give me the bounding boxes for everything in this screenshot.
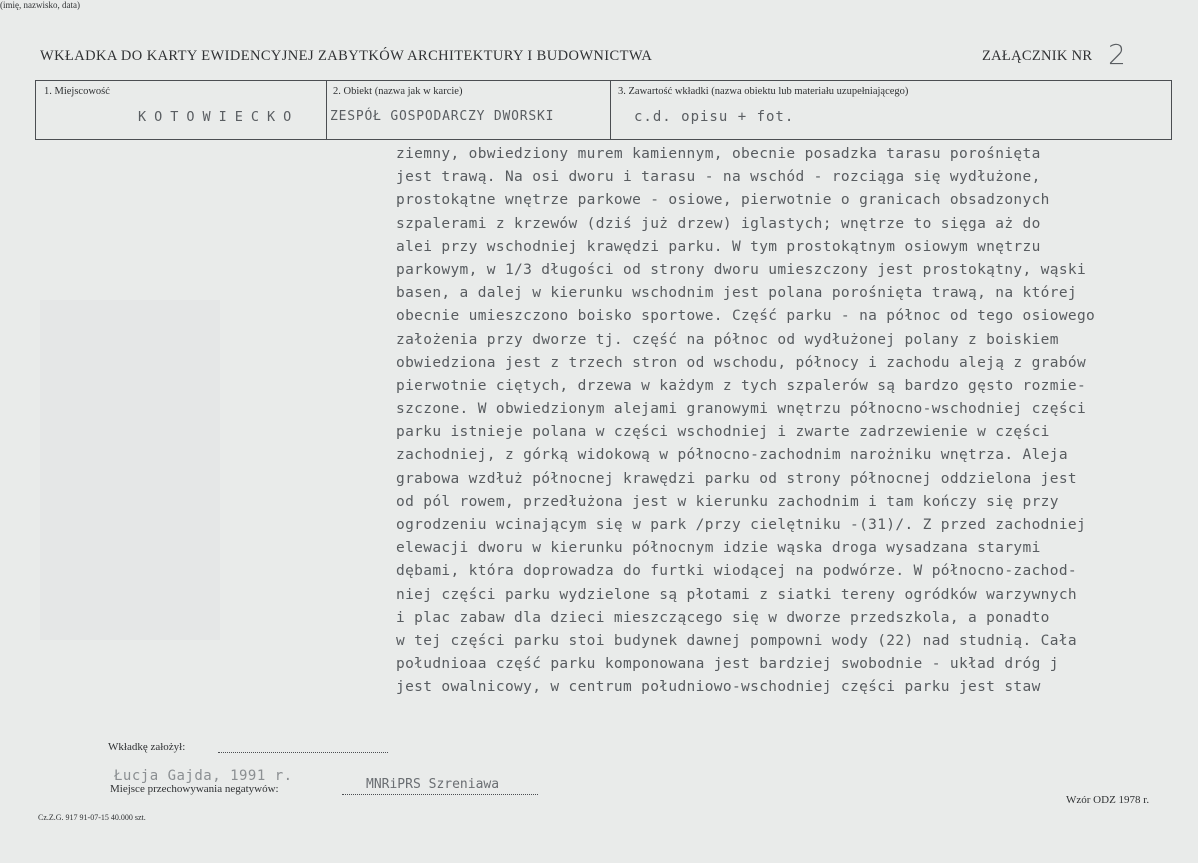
created-by-label: Wkładkę założył: xyxy=(108,741,186,753)
box-divider-2 xyxy=(610,80,611,140)
form-reference: Wzór ODZ 1978 r. xyxy=(1066,794,1150,806)
text-line: ziemny, obwiedziony murem kamiennym, obecnie posadzka tarasu porośnięta xyxy=(396,146,1041,162)
text-line: prostokątne wnętrze parkowe - osiowe, pierwotnie o granicach obsadzonych xyxy=(396,192,1050,209)
description-text xyxy=(396,143,1186,700)
form-title: WKŁADKA DO KARTY EWIDENCYJNEJ ZABYTKÓW ARCHITEKTURY I BUDOWNICTWA xyxy=(40,48,653,64)
created-by-value: Łucja Gajda, 1991 r. xyxy=(114,768,293,784)
locality-label: 1. Miejscowość xyxy=(44,86,110,97)
text-line: dębami, która doprowadza do furtki wiodącej na podwórze. W północno-zachod- xyxy=(396,563,1077,580)
text-line: założenia przy dworze tj. część na północ od wydłużonej polany z boiskiem xyxy=(396,331,1059,348)
contents-label: 3. Zawartość wkładki (nazwa obiektu lub materiału uzupełniającego) xyxy=(618,86,909,97)
attachment-label: ZAŁĄCZNIK NR xyxy=(982,48,1093,64)
text-line: w tej części parku stoi budynek dawnej pompowni wody (22) nad studnią. Cała xyxy=(396,632,1077,649)
print-code: Cz.Z.G. 917 91-07-15 40.000 szt. xyxy=(38,813,146,822)
text-line: i plac zabaw dla dzieci mieszczącego się w dworze przedszkola, a ponadto xyxy=(396,609,1050,626)
text-line: zachodniej, z górką widokową w północno-zachodnim narożniku wnętrza. Aleja xyxy=(396,447,1068,464)
text-line: południoaa część parku komponowana jest bardziej swobodnie - układ dróg j xyxy=(396,656,1059,673)
text-line: alei przy wschodniej krawędzi parku. W tym prostokątnym osiowym wnętrzu xyxy=(396,238,1041,255)
text-line: grabowa wzdłuż północnej krawędzi parku od strony północnej oddzielona jest xyxy=(396,470,1077,487)
negatives-line xyxy=(342,794,538,795)
scan-shading xyxy=(40,300,220,640)
text-line: niej części parku wydzielone są płotami z siatki tereny ogródków warzywnych xyxy=(396,586,1077,603)
text-line: od pól rowem, przedłużona jest w kierunku zachodnim i tam kończy się przy xyxy=(396,493,1059,510)
attachment-number: 2 xyxy=(1108,38,1126,71)
header-bottom-rule xyxy=(35,139,1172,140)
text-line: szczone. W obwiedzionym alejami granowymi wnętrzu północno-wschodniej części xyxy=(396,401,1087,418)
text-line: parku istnieje polana w części wschodniej i zwarte zadrzewienie w części xyxy=(396,424,1050,441)
header-top-rule xyxy=(35,80,1172,81)
negatives-value: MNRiPRS Szreniawa xyxy=(366,777,500,792)
box-left-border xyxy=(35,80,36,140)
negatives-label: Miejsce przechowywania negatywów: xyxy=(110,783,279,795)
text-line: parkowym, w 1/3 długości od strony dworu umieszczony jest prostokątny, wąski xyxy=(396,261,1087,278)
created-by-hint: (imię, nazwisko, data) xyxy=(0,0,80,10)
contents-value: c.d. opisu + fot. xyxy=(634,109,795,125)
text-line: obecnie umieszczono boisko sportowe. Część parku - na północ od tego osiowego xyxy=(396,308,1096,325)
text-line: pierwotnie ciętych, drzewa w każdym z tych szpalerów są bardzo gęsto rozmie- xyxy=(396,377,1087,394)
text-line: ogrodzeniu wcinającym się w park /przy cielętniku -(31)/. Z przed zachodniej xyxy=(396,517,1087,533)
text-line: jest trawą. Na osi dworu i tarasu - na wschód - rozciąga się wydłużone, xyxy=(396,169,1041,186)
box-right-border xyxy=(1171,80,1172,140)
text-line: jest owalnicowy, w centrum południowo-wschodniej części parku jest staw xyxy=(396,679,1041,696)
locality-value: KOTOWIECKO xyxy=(138,109,300,125)
box-divider-1 xyxy=(326,80,327,140)
text-line: basen, a dalej w kierunku wschodnim jest polana porośnięta trawą, na której xyxy=(396,285,1077,302)
text-line: obwiedziona jest z trzech stron od wschodu, północy i zachodu aleją z grabów xyxy=(396,354,1087,371)
created-by-line xyxy=(218,752,388,753)
object-value: ZESPÓŁ GOSPODARCZY DWORSKI xyxy=(330,109,555,124)
text-line: elewacji dworu w kierunku północnym idzie wąska droga wysadzana starymi xyxy=(396,540,1041,557)
object-label: 2. Obiekt (nazwa jak w karcie) xyxy=(333,86,463,97)
text-line: szpalerami z krzewów (dziś już drzew) iglastych; wnętrze to sięga aż do xyxy=(396,215,1041,232)
